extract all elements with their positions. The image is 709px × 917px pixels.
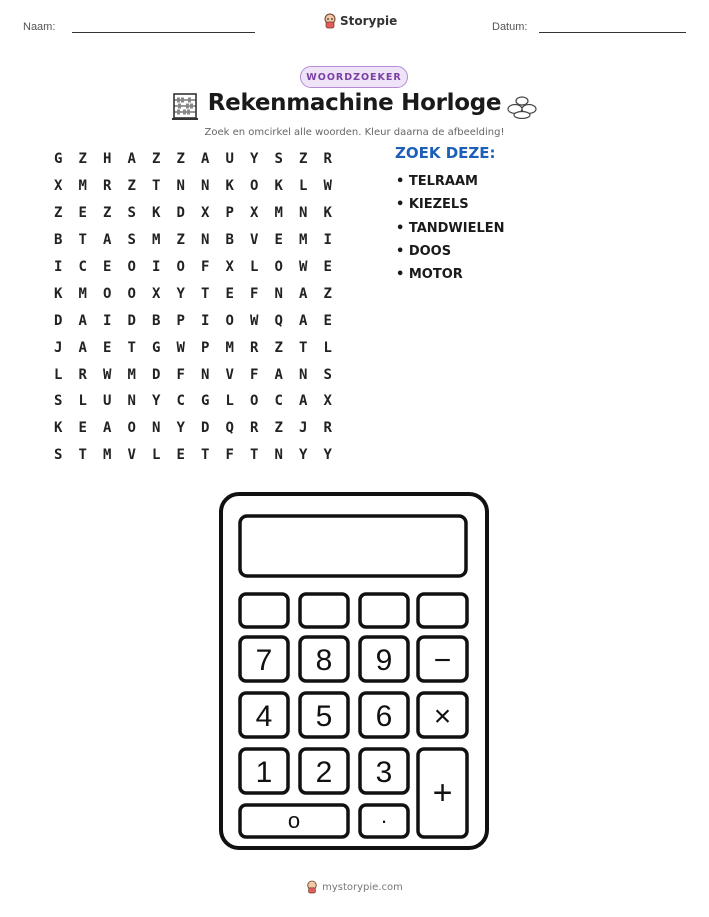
grid-letter: E: [274, 232, 283, 249]
grid-letter: M: [152, 232, 161, 249]
word-list-item: • DOOS: [396, 243, 452, 259]
grid-letter: A: [299, 312, 308, 329]
grid-letter: J: [299, 420, 308, 437]
grid-letter: M: [78, 285, 87, 302]
calculator-illustration: [218, 491, 490, 851]
grid-letter: I: [323, 232, 332, 249]
grid-letter: N: [201, 178, 210, 195]
word-list-item: • TANDWIELEN: [396, 220, 505, 236]
calculator-key-label: 9: [375, 644, 393, 677]
grid-letter: A: [78, 312, 87, 329]
grid-letter: T: [127, 339, 136, 356]
grid-letter: Y: [176, 285, 185, 302]
grid-letter: H: [103, 151, 112, 168]
grid-letter: A: [127, 151, 136, 168]
grid-letter: Z: [103, 205, 112, 222]
grid-letter: G: [201, 393, 210, 410]
calculator-key-label: 3: [375, 756, 393, 789]
grid-letter: Z: [78, 151, 87, 168]
grid-letter: V: [127, 447, 136, 464]
grid-letter: G: [54, 151, 63, 168]
grid-letter: Z: [176, 232, 185, 249]
grid-letter: D: [176, 205, 185, 222]
grid-letter: M: [299, 232, 308, 249]
grid-letter: S: [323, 366, 332, 383]
grid-letter: S: [54, 393, 63, 410]
grid-letter: S: [127, 232, 136, 249]
calculator-key-blank: [240, 594, 288, 627]
grid-letter: U: [225, 151, 234, 168]
instructions: Zoek en omcirkel alle woorden. Kleur daarna de afbeelding!: [204, 127, 505, 138]
footer: [0, 880, 709, 897]
grid-letter: T: [250, 447, 259, 464]
grid-letter: S: [54, 447, 63, 464]
grid-letter: E: [323, 259, 332, 275]
grid-letter: G: [152, 339, 161, 356]
grid-letter: M: [103, 447, 112, 464]
calculator-key-label: 5: [315, 700, 333, 733]
grid-letter: X: [54, 178, 63, 195]
grid-letter: T: [78, 447, 87, 464]
grid-letter: O: [274, 259, 283, 275]
grid-letter: M: [78, 178, 87, 195]
grid-letter: Y: [299, 447, 308, 464]
word-list-item: • KIEZELS: [396, 197, 469, 213]
grid-letter: W: [323, 178, 332, 195]
grid-letter: J: [54, 339, 63, 356]
grid-letter: D: [152, 366, 161, 383]
calculator-key-blank: [300, 594, 348, 627]
grid-letter: X: [225, 259, 234, 275]
grid-letter: E: [323, 312, 332, 329]
grid-letter: I: [54, 259, 63, 275]
word-list-item: • TELRAAM: [396, 174, 478, 189]
grid-letter: M: [225, 339, 234, 356]
calculator-key-label: o: [287, 808, 301, 833]
grid-letter: A: [103, 232, 112, 249]
grid-letter: B: [54, 232, 63, 249]
grid-letter: N: [127, 393, 136, 410]
grid-letter: E: [103, 259, 112, 275]
grid-letter: V: [225, 366, 234, 383]
grid-letter: Y: [323, 447, 332, 464]
grid-letter: N: [299, 205, 308, 222]
grid-letter: X: [152, 285, 161, 302]
grid-letter: C: [78, 259, 87, 275]
grid-letter: Z: [274, 339, 283, 356]
grid-letter: S: [274, 151, 283, 168]
grid-letter: Z: [299, 151, 308, 168]
grid-letter: N: [274, 447, 283, 464]
brand-name: Storypie: [340, 14, 398, 28]
grid-letter: T: [152, 178, 161, 195]
grid-letter: L: [225, 393, 234, 410]
grid-letter: X: [201, 205, 210, 222]
grid-letter: R: [323, 420, 332, 437]
grid-letter: E: [176, 447, 185, 464]
grid-letter: U: [103, 393, 112, 410]
grid-letter: Q: [274, 312, 283, 329]
grid-letter: D: [54, 312, 63, 329]
grid-letter: M: [127, 366, 136, 383]
grid-letter: I: [152, 259, 161, 275]
grid-letter: K: [323, 205, 332, 222]
grid-letter: Y: [152, 393, 161, 410]
word-list-title: ZOEK DEZE:: [395, 144, 496, 162]
footer-url: mystorypie.com: [322, 881, 403, 893]
grid-letter: P: [225, 205, 234, 222]
grid-letter: E: [103, 339, 112, 356]
grid-letter: M: [274, 205, 283, 222]
date-line: [539, 32, 686, 33]
grid-letter: S: [127, 205, 136, 222]
brand-logo: [323, 13, 397, 29]
grid-letter: A: [201, 151, 210, 168]
grid-letter: K: [54, 285, 63, 302]
grid-letter: N: [201, 232, 210, 249]
grid-letter: R: [103, 178, 112, 195]
grid-letter: A: [274, 366, 283, 383]
name-line: [72, 32, 255, 33]
grid-letter: F: [250, 366, 259, 383]
grid-letter: D: [127, 312, 136, 329]
grid-letter: L: [152, 447, 161, 464]
grid-letter: T: [201, 285, 210, 302]
grid-letter: K: [54, 420, 63, 437]
storypie-mascot-icon: [306, 880, 318, 894]
grid-letter: F: [176, 366, 185, 383]
grid-letter: T: [78, 232, 87, 249]
grid-letter: F: [250, 285, 259, 302]
grid-letter: K: [152, 205, 161, 222]
grid-letter: L: [54, 366, 63, 383]
grid-letter: A: [299, 393, 308, 410]
grid-letter: R: [250, 420, 259, 437]
grid-letter: A: [103, 420, 112, 437]
grid-letter: O: [176, 259, 185, 275]
calculator-key-label: 1: [255, 756, 273, 789]
calculator-display: [240, 516, 466, 576]
grid-letter: O: [127, 420, 136, 437]
grid-letter: L: [299, 178, 308, 195]
pebbles-icon: [507, 95, 537, 119]
grid-letter: O: [127, 285, 136, 302]
grid-letter: F: [201, 259, 210, 275]
calculator-key-label: +: [432, 774, 453, 812]
calculator-key-label: ×: [433, 700, 452, 733]
grid-letter: L: [323, 339, 332, 356]
grid-letter: R: [250, 339, 259, 356]
grid-letter: O: [250, 178, 259, 195]
calculator-key-label: 7: [255, 644, 273, 677]
grid-letter: Z: [127, 178, 136, 195]
grid-letter: F: [225, 447, 234, 464]
grid-letter: V: [250, 232, 259, 249]
grid-letter: Y: [176, 420, 185, 437]
word-list-item: • MOTOR: [396, 267, 463, 283]
grid-letter: D: [201, 420, 210, 437]
grid-letter: O: [127, 259, 136, 275]
word-list: [396, 170, 505, 286]
grid-letter: O: [250, 393, 259, 410]
calculator-key-label: 8: [315, 644, 333, 677]
grid-letter: I: [103, 312, 112, 329]
grid-letter: R: [78, 366, 87, 383]
grid-letter: N: [201, 366, 210, 383]
activity-badge: WOORDZOEKER: [300, 66, 408, 88]
grid-letter: P: [176, 312, 185, 329]
grid-letter: C: [274, 393, 283, 410]
grid-letter: E: [78, 205, 87, 222]
grid-letter: P: [201, 339, 210, 356]
grid-letter: N: [176, 178, 185, 195]
grid-letter: X: [250, 205, 259, 222]
grid-letter: T: [201, 447, 210, 464]
grid-letter: C: [176, 393, 185, 410]
grid-letter: Z: [176, 151, 185, 168]
grid-letter: Z: [274, 420, 283, 437]
name-label: Naam:: [23, 21, 56, 33]
grid-letter: R: [323, 151, 332, 168]
date-label: Datum:: [492, 21, 528, 33]
calculator-key-blank: [360, 594, 408, 627]
grid-letter: K: [274, 178, 283, 195]
grid-letter: L: [78, 393, 87, 410]
grid-letter: Z: [323, 285, 332, 302]
page-title: Rekenmachine Horloge: [207, 90, 502, 116]
grid-letter: W: [250, 312, 259, 329]
grid-letter: A: [78, 339, 87, 356]
grid-letter: I: [201, 312, 210, 329]
grid-letter: W: [176, 339, 185, 356]
calculator-key-label: −: [433, 644, 452, 677]
grid-letter: K: [225, 178, 234, 195]
grid-letter: T: [299, 339, 308, 356]
grid-letter: Z: [54, 205, 63, 222]
calculator-key-label: 4: [255, 700, 273, 733]
grid-letter: X: [323, 393, 332, 410]
grid-letter: N: [299, 366, 308, 383]
calculator-key-label: 2: [315, 756, 333, 789]
grid-letter: A: [299, 285, 308, 302]
grid-letter: N: [274, 285, 283, 302]
grid-letter: E: [78, 420, 87, 437]
calculator-key-label: ·: [380, 808, 388, 833]
grid-letter: W: [299, 259, 308, 275]
calculator-key-blank: [418, 594, 467, 627]
grid-letter: O: [225, 312, 234, 329]
grid-letter: Y: [250, 151, 259, 168]
grid-letter: Q: [225, 420, 234, 437]
grid-letter: E: [225, 285, 234, 302]
word-search-grid: [46, 146, 374, 469]
grid-letter: O: [103, 285, 112, 302]
grid-letter: Z: [152, 151, 161, 168]
grid-letter: N: [152, 420, 161, 437]
storypie-mascot-icon: [323, 13, 337, 29]
grid-letter: W: [103, 366, 112, 383]
calculator-key-label: 6: [375, 700, 393, 733]
grid-letter: B: [152, 312, 161, 329]
grid-letter: L: [250, 259, 259, 275]
grid-letter: B: [225, 232, 234, 249]
